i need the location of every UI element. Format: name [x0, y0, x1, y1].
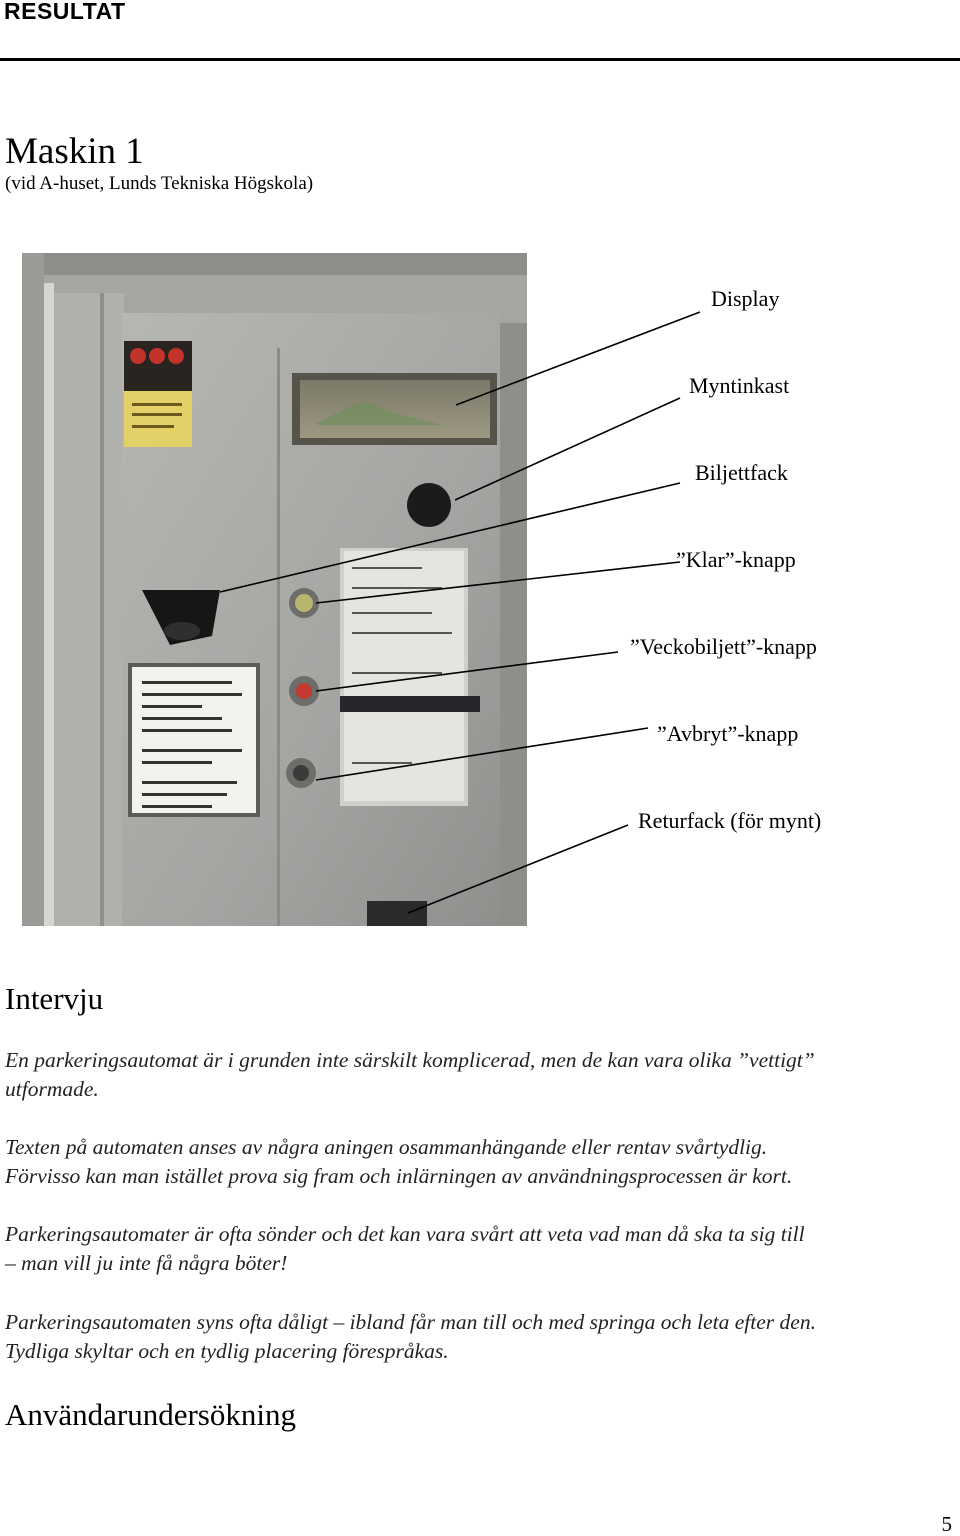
interview-paragraph	[5, 1046, 955, 1104]
label-display: Display	[711, 286, 780, 311]
paragraph-line: Förvisso kan man istället prova sig fram och inlärningen av användningsprocessen är kort.	[5, 1164, 793, 1188]
paragraph-line: Parkeringsautomater är ofta sönder och det kan vara svårt att veta vad man då ska ta sig till	[5, 1222, 805, 1246]
paragraph-line: – man vill ju inte få några böter!	[5, 1251, 288, 1275]
section-subtitle: (vid A-huset, Lunds Tekniska Högskola)	[5, 173, 314, 194]
section-title: Maskin 1	[5, 131, 144, 172]
label-cancel-button: ”Avbryt”-knapp	[657, 721, 799, 746]
label-coin-slot: Myntinkast	[689, 373, 790, 398]
paragraph-line: Tydliga skyltar och en tydlig placering förespråkas.	[5, 1339, 449, 1363]
header-rule	[0, 58, 960, 61]
interview-paragraph	[5, 1220, 955, 1278]
paragraph-line: utformade.	[5, 1077, 99, 1101]
header-title: RESULTAT	[4, 0, 126, 24]
label-ok-button: ”Klar”-knapp	[676, 547, 796, 572]
survey-heading: Användarundersökning	[5, 1397, 296, 1432]
paragraph-line: Texten på automaten anses av några aningen osammanhängande eller rentav svårtydlig.	[5, 1135, 768, 1159]
label-week-ticket-button: ”Veckobiljett”-knapp	[630, 634, 817, 659]
interview-paragraph	[5, 1308, 955, 1366]
page-number: 5	[941, 1512, 952, 1536]
interview-paragraph	[5, 1133, 955, 1191]
parking-machine-illustration	[22, 253, 527, 926]
label-ticket-tray: Biljettfack	[695, 460, 788, 485]
page-header	[0, 0, 960, 62]
label-coin-return: Returfack (för mynt)	[638, 808, 822, 833]
interview-heading: Intervju	[5, 981, 104, 1016]
paragraph-line: En parkeringsautomat är i grunden inte särskilt komplicerad, men de kan vara olika ”vettigt”	[5, 1048, 815, 1072]
parking-machine-photo	[22, 253, 527, 926]
paragraph-line: Parkeringsautomaten syns ofta dåligt – ibland får man till och med springa och leta efter den.	[5, 1310, 816, 1334]
